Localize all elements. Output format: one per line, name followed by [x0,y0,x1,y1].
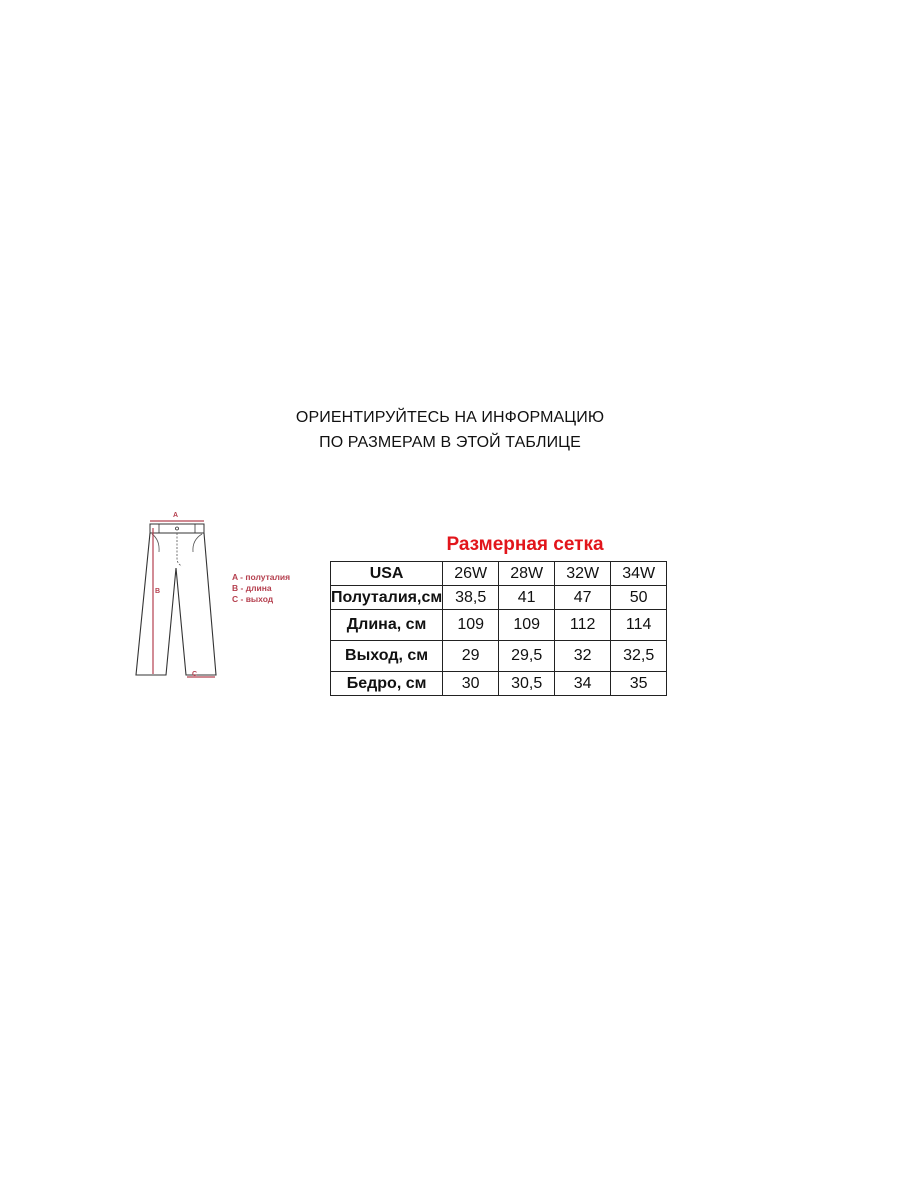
table-row [331,610,667,641]
table-cell: 41 [499,586,555,610]
size-cell: 32W [555,562,611,586]
table-cell: 30,5 [499,672,555,696]
size-cell: 28W [499,562,555,586]
table-cell: 32 [555,641,611,672]
table-cell: 109 [499,610,555,641]
table-cell: 109 [443,610,499,641]
size-chart-title: Размерная сетка [446,534,604,555]
table-cell: 29,5 [499,641,555,672]
legend-item-b: B - длина [232,583,272,593]
legend-item-a: A - полуталия [232,572,291,582]
marker-a: A [173,512,179,519]
table-row [331,562,667,586]
intro-line-2: ПО РАЗМЕРАМ В ЭТОЙ ТАБЛИЦЕ [319,434,581,451]
table-cell: 32,5 [611,641,667,672]
table-cell: 35 [611,672,667,696]
size-cell: 26W [443,562,499,586]
table-cell: 47 [555,586,611,610]
pants-measurement-icon [130,510,240,690]
row-header-waist: Полуталия,см [331,586,443,610]
table-row [331,641,667,672]
table-cell: 50 [611,586,667,610]
row-header-hip: Бедро, см [331,672,443,696]
table-cell: 34 [555,672,611,696]
row-header-length: Длина, см [331,610,443,641]
row-header-usa: USA [331,562,443,586]
intro-line-1: ОРИЕНТИРУЙТЕСЬ НА ИНФОРМАЦИЮ [295,409,605,426]
table-cell: 114 [611,610,667,641]
table-cell: 30 [443,672,499,696]
marker-c: C [192,671,198,678]
table-cell: 38,5 [443,586,499,610]
table-cell: 29 [443,641,499,672]
legend-item-c: C - выход [232,594,274,604]
size-table [330,561,667,696]
row-header-leg-opening: Выход, см [331,641,443,672]
intro-text [0,405,900,455]
table-row [331,586,667,610]
diagram-legend [232,572,290,605]
marker-b: B [155,588,161,595]
table-row [331,672,667,696]
table-cell: 112 [555,610,611,641]
size-cell: 34W [611,562,667,586]
